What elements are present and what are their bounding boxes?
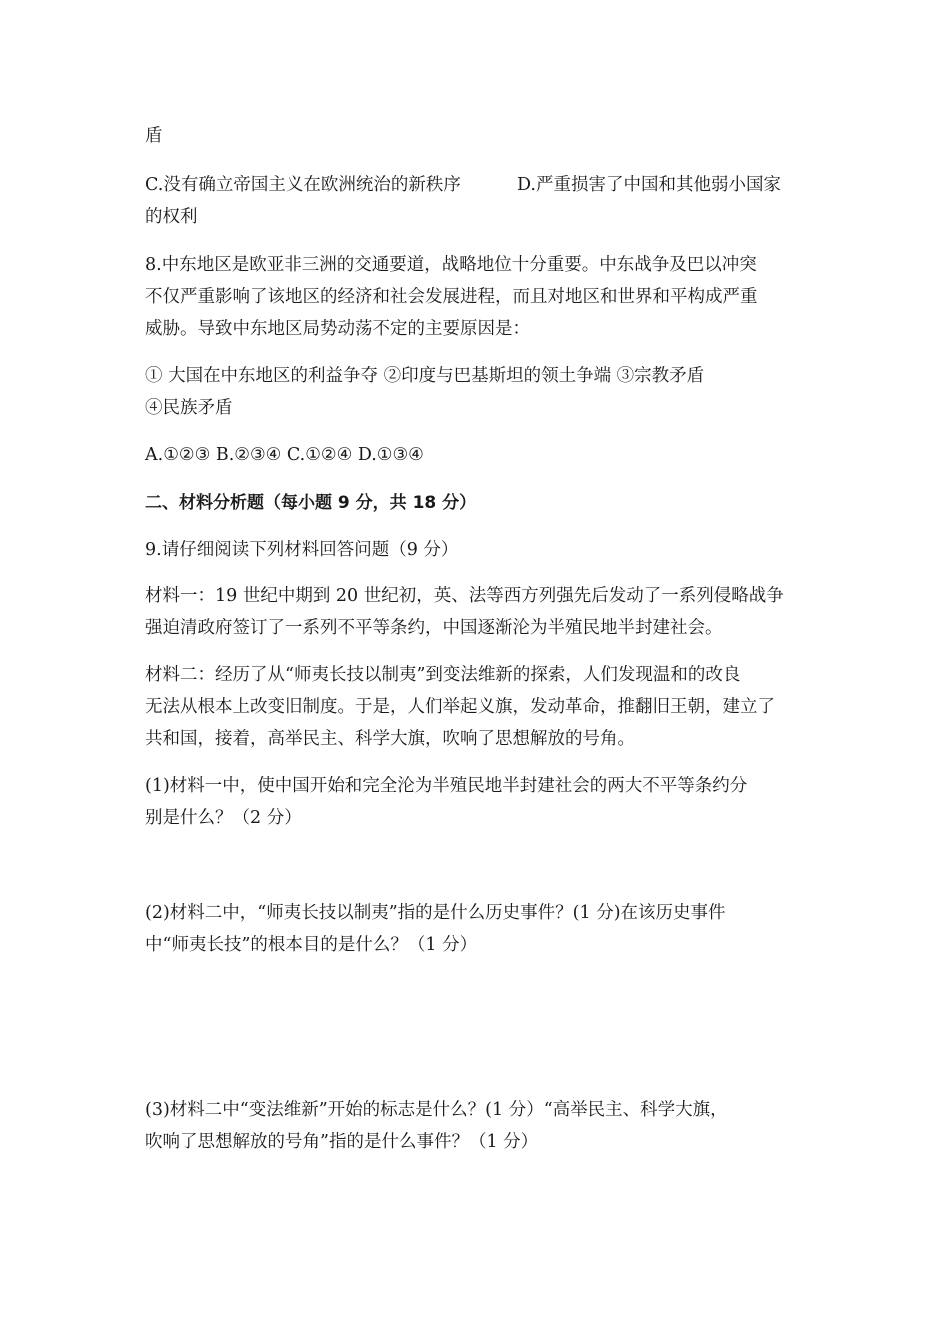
- q9-sub-question-3-line-1: (3)材料二中“变法维新”开始的标志是什么？(1 分）“高举民主、科学大旗，: [145, 1100, 728, 1120]
- q7-option-c: C.没有确立帝国主义在欧洲统治的新秩序: [145, 175, 461, 195]
- q7-continuation-line: 盾: [145, 126, 163, 146]
- q9-stem: 9.请仔细阅读下列材料回答问题（9 分）: [145, 540, 459, 560]
- q9-sub-question-2-line-2: 中“师夷长技”的根本目的是什么？（1 分）: [145, 935, 478, 955]
- q7-option-d: D.严重损害了中国和其他弱小国家: [517, 175, 781, 195]
- q9-sub-question-1-line-1: (1)材料一中，使中国开始和完全沦为半殖民地半封建社会的两大不平等条约分: [145, 776, 748, 796]
- q9-material-2-line-3: 共和国，接着，高举民主、科学大旗，吹响了思想解放的号角。: [145, 729, 635, 749]
- q8-stem-line-3: 威胁。导致中东地区局势动荡不定的主要原因是：: [145, 319, 530, 339]
- q9-material-1-line-2: 强迫清政府签订了一系列不平等条约，中国逐渐沦为半殖民地半封建社会。: [145, 618, 723, 638]
- q8-items-line-1: ① 大国在中东地区的利益争夺 ②印度与巴基斯坦的领土争端 ③宗教矛盾: [145, 366, 705, 386]
- q8-options: A.①②③ B.②③④ C.①②④ D.①③④: [145, 445, 424, 465]
- q9-material-2-line-1: 材料二：经历了从“师夷长技以制夷”到变法维新的探索，人们发现温和的改良: [145, 665, 741, 685]
- section-2-title: 二、材料分析题（每小题 9 分，共 18 分）: [145, 493, 477, 513]
- q9-sub-question-1-line-2: 别是什么？（2 分）: [145, 808, 302, 828]
- q8-items-line-2: ④民族矛盾: [145, 398, 233, 418]
- q9-sub-question-3-line-2: 吹响了思想解放的号角”指的是什么事件？（1 分）: [145, 1132, 539, 1152]
- q9-material-2-line-2: 无法从根本上改变旧制度。于是，人们举起义旗，发动革命，推翻旧王朝，建立了: [145, 697, 775, 717]
- q8-stem-line-1: 8.中东地区是欧亚非三洲的交通要道，战略地位十分重要。中东战争及巴以冲突: [145, 255, 757, 275]
- q9-sub-question-2-line-1: (2)材料二中，“师夷长技以制夷”指的是什么历史事件？(1 分)在该历史事件: [145, 903, 726, 923]
- q7-option-d-continuation: 的权利: [145, 207, 198, 227]
- q9-material-1-line-1: 材料一：19 世纪中期到 20 世纪初，英、法等西方列强先后发动了一系列侵略战争: [145, 586, 784, 606]
- q8-stem-line-2: 不仅严重影响了该地区的经济和社会发展进程，而且对地区和世界和平构成严重: [145, 287, 758, 307]
